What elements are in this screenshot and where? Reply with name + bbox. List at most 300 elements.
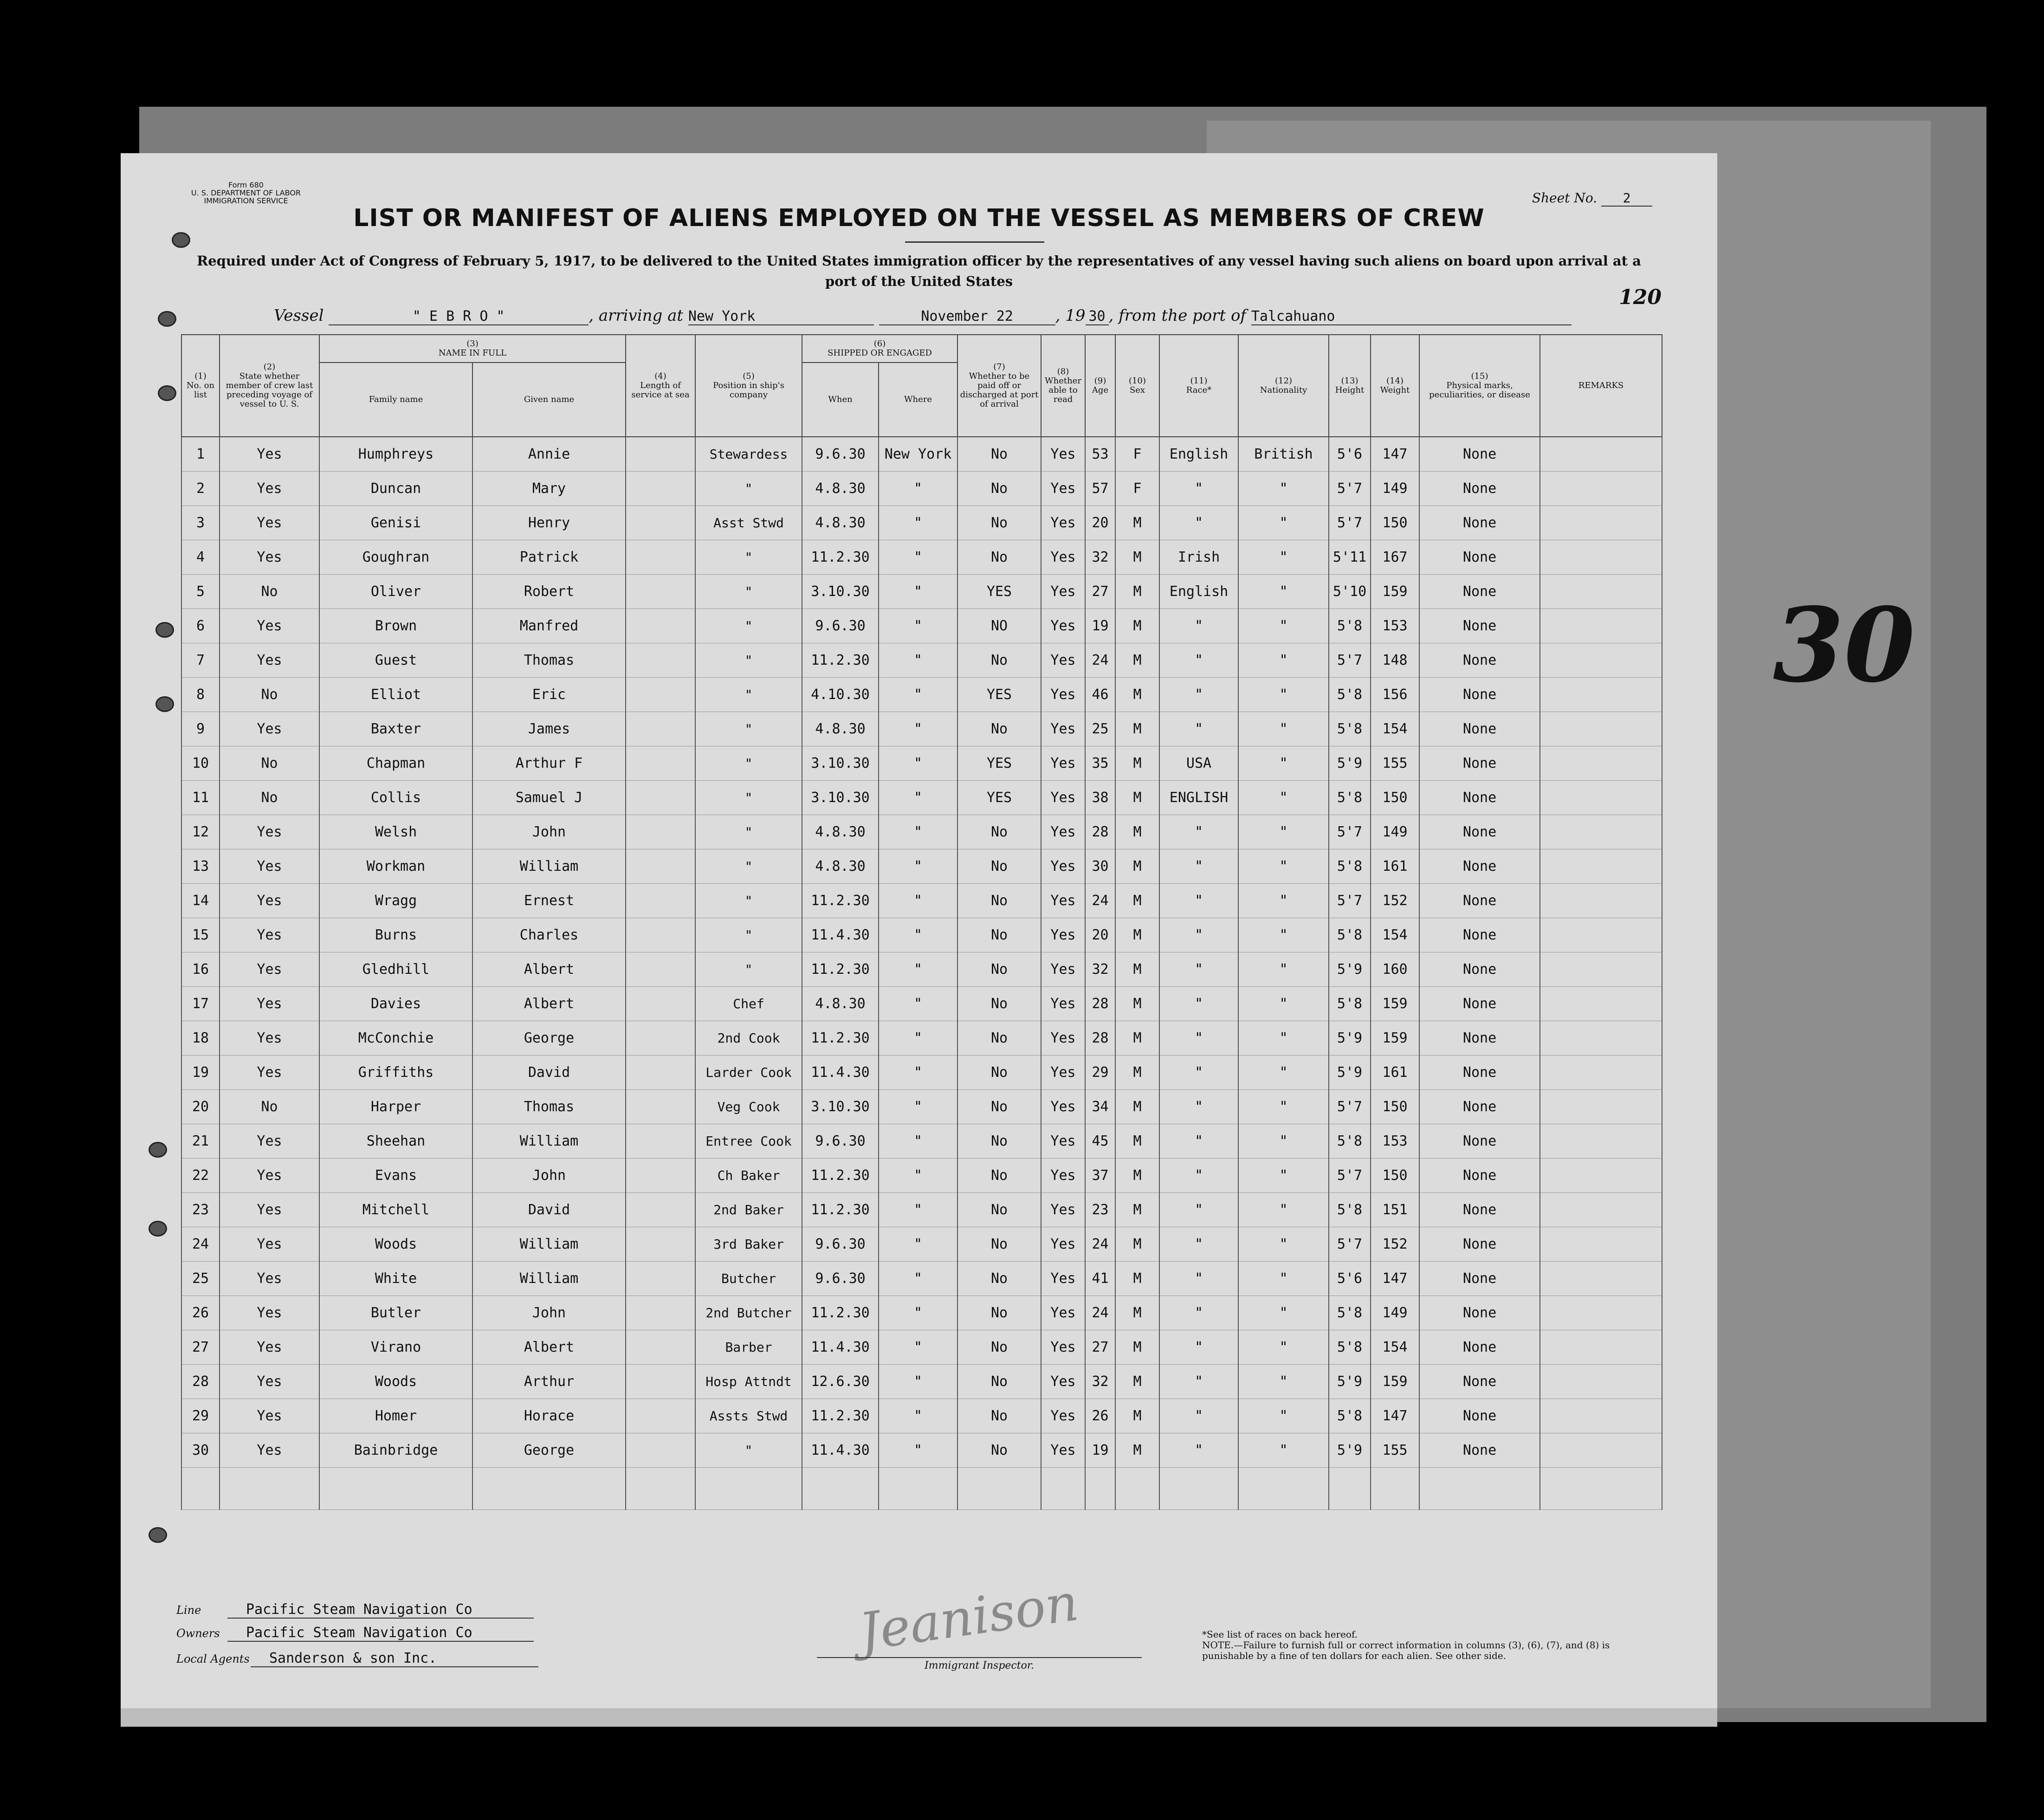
age-cell: 19	[1085, 609, 1115, 643]
race-cell: "	[1159, 815, 1238, 849]
age-cell: 26	[1085, 1399, 1115, 1433]
position-cell: Stewardess	[695, 437, 802, 472]
crew-row	[181, 815, 1662, 849]
physical-marks-cell: None	[1419, 609, 1540, 643]
empty-cell	[1540, 1468, 1662, 1510]
prev-voyage-cell: No	[220, 575, 319, 609]
physical-marks-cell: None	[1419, 1296, 1540, 1330]
family-name-cell: McConchie	[319, 1021, 472, 1056]
race-cell: ENGLISH	[1159, 781, 1238, 815]
shipped-when-cell: 11.4.30	[802, 918, 879, 952]
crew-row	[181, 506, 1662, 540]
race-cell: "	[1159, 952, 1238, 987]
paid-off-cell: No	[957, 1296, 1041, 1330]
able-to-read-cell: Yes	[1041, 643, 1085, 678]
prev-voyage-cell: Yes	[220, 609, 319, 643]
shipped-where-cell: "	[879, 815, 957, 849]
weight-cell: 161	[1371, 1056, 1419, 1090]
prev-voyage-cell: Yes	[220, 540, 319, 575]
given-name-cell: William	[472, 1262, 626, 1296]
able-to-read-cell: Yes	[1041, 918, 1085, 952]
shipped-when-cell: 11.4.30	[802, 1433, 879, 1468]
able-to-read-cell: Yes	[1041, 506, 1085, 540]
height-cell: 5'8	[1329, 1124, 1371, 1159]
service-at-sea-cell	[626, 815, 695, 849]
prev-voyage-cell: Yes	[220, 1399, 319, 1433]
able-to-read-cell: Yes	[1041, 884, 1085, 918]
position-cell: "	[695, 781, 802, 815]
remarks-cell	[1540, 1433, 1662, 1468]
remarks-cell	[1540, 1021, 1662, 1056]
prev-voyage-cell: Yes	[220, 918, 319, 952]
height-cell: 5'7	[1329, 472, 1371, 506]
position-cell: "	[695, 678, 802, 712]
family-name-cell: Wragg	[319, 884, 472, 918]
crew-row	[181, 1262, 1662, 1296]
owners-row	[176, 1625, 534, 1642]
paid-off-cell: No	[957, 1090, 1041, 1124]
shipped-where-cell: "	[879, 1124, 957, 1159]
remarks-cell	[1540, 1399, 1662, 1433]
remarks-cell	[1540, 952, 1662, 987]
row-number-cell: 6	[181, 609, 220, 643]
race-cell: "	[1159, 506, 1238, 540]
family-name-cell: Evans	[319, 1159, 472, 1193]
sex-cell: M	[1115, 1330, 1159, 1365]
punch-hole	[172, 232, 190, 248]
age-cell: 28	[1085, 815, 1115, 849]
nationality-cell: "	[1238, 472, 1329, 506]
empty-cell	[1115, 1468, 1159, 1510]
paid-off-cell: No	[957, 1399, 1041, 1433]
physical-marks-cell: None	[1419, 678, 1540, 712]
weight-cell: 152	[1371, 884, 1419, 918]
weight-cell: 150	[1371, 1159, 1419, 1193]
shipped-when-cell: 11.2.30	[802, 884, 879, 918]
col-sex-header: (10) Sex	[1115, 335, 1159, 437]
physical-marks-cell: None	[1419, 1399, 1540, 1433]
vessel-line	[274, 306, 1572, 325]
race-cell: "	[1159, 1056, 1238, 1090]
agents-label: Local Agents	[176, 1652, 250, 1665]
race-cell: English	[1159, 437, 1238, 472]
remarks-cell	[1540, 781, 1662, 815]
family-name-cell: Humphreys	[319, 437, 472, 472]
shipped-where-cell: "	[879, 1021, 957, 1056]
line-value: Pacific Steam Navigation Co	[227, 1601, 534, 1619]
age-cell: 32	[1085, 1365, 1115, 1399]
able-to-read-cell: Yes	[1041, 746, 1085, 781]
sex-cell: M	[1115, 609, 1159, 643]
remarks-cell	[1540, 1056, 1662, 1090]
crew-row	[181, 1021, 1662, 1056]
given-name-cell: John	[472, 1159, 626, 1193]
row-number-cell: 28	[181, 1365, 220, 1399]
col-no-header: (1) No. on list	[181, 335, 220, 437]
crew-row	[181, 884, 1662, 918]
remarks-cell	[1540, 575, 1662, 609]
height-cell: 5'8	[1329, 678, 1371, 712]
given-name-cell: Thomas	[472, 643, 626, 678]
service-at-sea-cell	[626, 781, 695, 815]
height-cell: 5'8	[1329, 1193, 1371, 1227]
able-to-read-cell: Yes	[1041, 1227, 1085, 1262]
service-at-sea-cell	[626, 1365, 695, 1399]
given-name-cell: Henry	[472, 506, 626, 540]
prev-voyage-cell: Yes	[220, 1159, 319, 1193]
height-cell: 5'9	[1329, 952, 1371, 987]
shipped-where-cell: "	[879, 849, 957, 884]
crew-row	[181, 1227, 1662, 1262]
service-at-sea-cell	[626, 1090, 695, 1124]
service-at-sea-cell	[626, 643, 695, 678]
arriving-label: , arriving at	[589, 306, 684, 325]
sex-cell: F	[1115, 437, 1159, 472]
sex-cell: M	[1115, 781, 1159, 815]
age-cell: 46	[1085, 678, 1115, 712]
sex-cell: M	[1115, 918, 1159, 952]
row-number-cell: 27	[181, 1330, 220, 1365]
paid-off-cell: No	[957, 1159, 1041, 1193]
able-to-read-cell: Yes	[1041, 437, 1085, 472]
prev-voyage-cell: Yes	[220, 1193, 319, 1227]
prev-voyage-cell: Yes	[220, 1124, 319, 1159]
service-at-sea-cell	[626, 1193, 695, 1227]
punch-hole	[155, 622, 174, 638]
remarks-cell	[1540, 1365, 1662, 1399]
empty-row	[181, 1468, 1662, 1510]
given-name-cell: Arthur	[472, 1365, 626, 1399]
sex-cell: M	[1115, 1090, 1159, 1124]
col-race-header: (11) Race*	[1159, 335, 1238, 437]
empty-cell	[1371, 1468, 1419, 1510]
able-to-read-cell: Yes	[1041, 609, 1085, 643]
physical-marks-cell: None	[1419, 1056, 1540, 1090]
weight-cell: 159	[1371, 987, 1419, 1021]
col-height-header: (13) Height	[1329, 335, 1371, 437]
race-cell: "	[1159, 1227, 1238, 1262]
position-cell: "	[695, 815, 802, 849]
note-races: *See list of races on back hereof.	[1202, 1629, 1358, 1640]
crew-row	[181, 1365, 1662, 1399]
where-header: Where	[879, 363, 957, 437]
shipped-when-cell: 4.10.30	[802, 678, 879, 712]
crew-row	[181, 472, 1662, 506]
height-cell: 5'8	[1329, 1296, 1371, 1330]
service-at-sea-cell	[626, 506, 695, 540]
race-cell: "	[1159, 1433, 1238, 1468]
given-name-cell: William	[472, 1227, 626, 1262]
prev-voyage-cell: Yes	[220, 815, 319, 849]
agents-row	[176, 1650, 538, 1667]
prev-voyage-cell: No	[220, 781, 319, 815]
race-cell: Irish	[1159, 540, 1238, 575]
given-name-cell: Eric	[472, 678, 626, 712]
weight-cell: 150	[1371, 506, 1419, 540]
shipped-where-cell: "	[879, 712, 957, 746]
remarks-cell	[1540, 746, 1662, 781]
row-number-cell: 24	[181, 1227, 220, 1262]
nationality-cell: "	[1238, 506, 1329, 540]
race-cell: "	[1159, 1262, 1238, 1296]
family-name-cell: Goughran	[319, 540, 472, 575]
shipped-where-cell: "	[879, 1330, 957, 1365]
page-title: LIST OR MANIFEST OF ALIENS EMPLOYED ON THE VESSEL AS MEMBERS OF CREW	[353, 204, 1485, 232]
paid-off-cell: No	[957, 1227, 1041, 1262]
departure-port: Talcahuano	[1251, 308, 1572, 325]
paid-off-cell: No	[957, 506, 1041, 540]
remarks-cell	[1540, 918, 1662, 952]
page-bottom-edge	[121, 1708, 1717, 1727]
prev-voyage-cell: Yes	[220, 1330, 319, 1365]
age-cell: 57	[1085, 472, 1115, 506]
position-cell: Asst Stwd	[695, 506, 802, 540]
remarks-cell	[1540, 472, 1662, 506]
service-at-sea-cell	[626, 987, 695, 1021]
remarks-cell	[1540, 1296, 1662, 1330]
position-cell: "	[695, 849, 802, 884]
weight-cell: 159	[1371, 575, 1419, 609]
age-cell: 35	[1085, 746, 1115, 781]
nationality-cell: "	[1238, 1159, 1329, 1193]
shipped-where-cell: "	[879, 472, 957, 506]
position-cell: "	[695, 918, 802, 952]
shipped-where-cell: "	[879, 1090, 957, 1124]
physical-marks-cell: None	[1419, 437, 1540, 472]
crew-row	[181, 1433, 1662, 1468]
given-name-cell: Albert	[472, 987, 626, 1021]
age-cell: 27	[1085, 575, 1115, 609]
nationality-cell: "	[1238, 1193, 1329, 1227]
height-cell: 5'7	[1329, 1090, 1371, 1124]
empty-cell	[626, 1468, 695, 1510]
paid-off-cell: No	[957, 472, 1041, 506]
weight-cell: 154	[1371, 1330, 1419, 1365]
paid-off-cell: YES	[957, 781, 1041, 815]
row-number-cell: 26	[181, 1296, 220, 1330]
sex-cell: M	[1115, 746, 1159, 781]
shipped-when-cell: 4.8.30	[802, 815, 879, 849]
paid-off-cell: YES	[957, 678, 1041, 712]
position-cell: Barber	[695, 1330, 802, 1365]
height-cell: 5'7	[1329, 506, 1371, 540]
physical-marks-cell: None	[1419, 1262, 1540, 1296]
family-name-cell: Collis	[319, 781, 472, 815]
height-cell: 5'6	[1329, 437, 1371, 472]
prev-voyage-cell: Yes	[220, 884, 319, 918]
family-name-cell: Sheehan	[319, 1124, 472, 1159]
empty-cell	[695, 1468, 802, 1510]
prev-voyage-cell: Yes	[220, 1227, 319, 1262]
position-cell: "	[695, 575, 802, 609]
given-name-cell: George	[472, 1021, 626, 1056]
race-cell: "	[1159, 918, 1238, 952]
punch-hole	[155, 696, 174, 712]
height-cell: 5'8	[1329, 609, 1371, 643]
owners-label: Owners	[176, 1627, 220, 1640]
nationality-cell: "	[1238, 1262, 1329, 1296]
row-number-cell: 11	[181, 781, 220, 815]
nationality-cell: "	[1238, 746, 1329, 781]
position-cell: Butcher	[695, 1262, 802, 1296]
given-name-cell: George	[472, 1433, 626, 1468]
prev-voyage-cell: Yes	[220, 1262, 319, 1296]
remarks-cell	[1540, 506, 1662, 540]
inspector-label: Immigrant Inspector.	[817, 1657, 1142, 1671]
remarks-cell	[1540, 815, 1662, 849]
sex-cell: M	[1115, 1433, 1159, 1468]
able-to-read-cell: Yes	[1041, 540, 1085, 575]
physical-marks-cell: None	[1419, 1193, 1540, 1227]
position-cell: 2nd Baker	[695, 1193, 802, 1227]
nationality-cell: "	[1238, 1227, 1329, 1262]
nationality-cell: "	[1238, 1124, 1329, 1159]
shipped-when-cell: 11.2.30	[802, 1159, 879, 1193]
prev-voyage-cell: Yes	[220, 1433, 319, 1468]
position-cell: Veg Cook	[695, 1090, 802, 1124]
service-at-sea-cell	[626, 540, 695, 575]
sex-cell: M	[1115, 506, 1159, 540]
prev-voyage-cell: Yes	[220, 1056, 319, 1090]
age-cell: 32	[1085, 952, 1115, 987]
position-cell: "	[695, 746, 802, 781]
height-cell: 5'9	[1329, 1433, 1371, 1468]
row-number-cell: 19	[181, 1056, 220, 1090]
crew-row	[181, 746, 1662, 781]
sex-cell: M	[1115, 1296, 1159, 1330]
crew-row	[181, 643, 1662, 678]
able-to-read-cell: Yes	[1041, 1399, 1085, 1433]
age-cell: 24	[1085, 884, 1115, 918]
able-to-read-cell: Yes	[1041, 1021, 1085, 1056]
given-name-cell: Patrick	[472, 540, 626, 575]
shipped-when-cell: 3.10.30	[802, 1090, 879, 1124]
paid-off-cell: No	[957, 1056, 1041, 1090]
shipped-when-cell: 11.2.30	[802, 1399, 879, 1433]
weight-cell: 167	[1371, 540, 1419, 575]
row-number-cell: 7	[181, 643, 220, 678]
line-row	[176, 1601, 534, 1619]
shipped-where-cell: "	[879, 1365, 957, 1399]
empty-cell	[1041, 1468, 1085, 1510]
shipped-when-cell: 4.8.30	[802, 506, 879, 540]
position-cell: "	[695, 540, 802, 575]
col-name-header: (3) NAME IN FULL	[319, 335, 626, 363]
shipped-where-cell: "	[879, 1193, 957, 1227]
punch-hole	[149, 1142, 167, 1158]
paid-off-cell: YES	[957, 746, 1041, 781]
age-cell: 37	[1085, 1159, 1115, 1193]
weight-cell: 149	[1371, 1296, 1419, 1330]
weight-cell: 160	[1371, 952, 1419, 987]
required-statement: Required under Act of Congress of February 5, 1917, to be delivered to the United States immigration officer by the representatives of any vessel having such aliens on board upon arrival at a port of the United States	[197, 253, 1641, 289]
prev-voyage-cell: No	[220, 1090, 319, 1124]
able-to-read-cell: Yes	[1041, 1296, 1085, 1330]
height-cell: 5'6	[1329, 1262, 1371, 1296]
position-cell: "	[695, 712, 802, 746]
physical-marks-cell: None	[1419, 987, 1540, 1021]
physical-marks-cell: None	[1419, 781, 1540, 815]
crew-row	[181, 849, 1662, 884]
weight-cell: 147	[1371, 1262, 1419, 1296]
weight-cell: 156	[1371, 678, 1419, 712]
shipped-where-cell: "	[879, 540, 957, 575]
given-name-cell: Arthur F	[472, 746, 626, 781]
position-cell: 2nd Butcher	[695, 1296, 802, 1330]
family-name-cell: Woods	[319, 1227, 472, 1262]
prev-voyage-cell: Yes	[220, 506, 319, 540]
shipped-when-cell: 11.2.30	[802, 1296, 879, 1330]
empty-cell	[1329, 1468, 1371, 1510]
race-cell: USA	[1159, 746, 1238, 781]
height-cell: 5'7	[1329, 1159, 1371, 1193]
prev-voyage-cell: Yes	[220, 472, 319, 506]
given-name-cell: Charles	[472, 918, 626, 952]
sex-cell: M	[1115, 849, 1159, 884]
prev-voyage-cell: Yes	[220, 952, 319, 987]
age-cell: 23	[1085, 1193, 1115, 1227]
shipped-when-cell: 3.10.30	[802, 575, 879, 609]
race-cell: "	[1159, 1021, 1238, 1056]
nationality-cell: "	[1238, 575, 1329, 609]
nationality-cell: "	[1238, 815, 1329, 849]
row-number-cell: 30	[181, 1433, 220, 1468]
service-at-sea-cell	[626, 1399, 695, 1433]
nationality-cell: "	[1238, 952, 1329, 987]
paid-off-cell: No	[957, 918, 1041, 952]
crew-row	[181, 575, 1662, 609]
row-number-cell: 4	[181, 540, 220, 575]
paid-off-cell: No	[957, 437, 1041, 472]
paid-off-cell: No	[957, 643, 1041, 678]
given-name-cell: Samuel J	[472, 781, 626, 815]
race-cell: "	[1159, 1193, 1238, 1227]
empty-cell	[472, 1468, 626, 1510]
race-cell: "	[1159, 1159, 1238, 1193]
vessel-label: Vessel	[274, 306, 324, 325]
physical-marks-cell: None	[1419, 575, 1540, 609]
height-cell: 5'10	[1329, 575, 1371, 609]
sex-cell: M	[1115, 987, 1159, 1021]
weight-cell: 153	[1371, 609, 1419, 643]
nationality-cell: "	[1238, 609, 1329, 643]
crew-row	[181, 609, 1662, 643]
shipped-when-cell: 9.6.30	[802, 1227, 879, 1262]
family-name-cell: Davies	[319, 987, 472, 1021]
crew-row	[181, 678, 1662, 712]
family-name-cell: Burns	[319, 918, 472, 952]
service-at-sea-cell	[626, 712, 695, 746]
service-at-sea-cell	[626, 609, 695, 643]
position-cell: Hosp Attndt	[695, 1365, 802, 1399]
weight-cell: 150	[1371, 781, 1419, 815]
crew-row	[181, 1056, 1662, 1090]
physical-marks-cell: None	[1419, 815, 1540, 849]
height-cell: 5'9	[1329, 746, 1371, 781]
able-to-read-cell: Yes	[1041, 678, 1085, 712]
height-cell: 5'11	[1329, 540, 1371, 575]
race-cell: "	[1159, 849, 1238, 884]
weight-cell: 154	[1371, 712, 1419, 746]
physical-marks-cell: None	[1419, 746, 1540, 781]
sex-cell: M	[1115, 1056, 1159, 1090]
crew-rows	[181, 437, 1662, 1510]
shipped-where-cell: "	[879, 1159, 957, 1193]
sex-cell: M	[1115, 952, 1159, 987]
empty-cell	[802, 1468, 879, 1510]
crew-row	[181, 987, 1662, 1021]
position-cell: 3rd Baker	[695, 1227, 802, 1262]
